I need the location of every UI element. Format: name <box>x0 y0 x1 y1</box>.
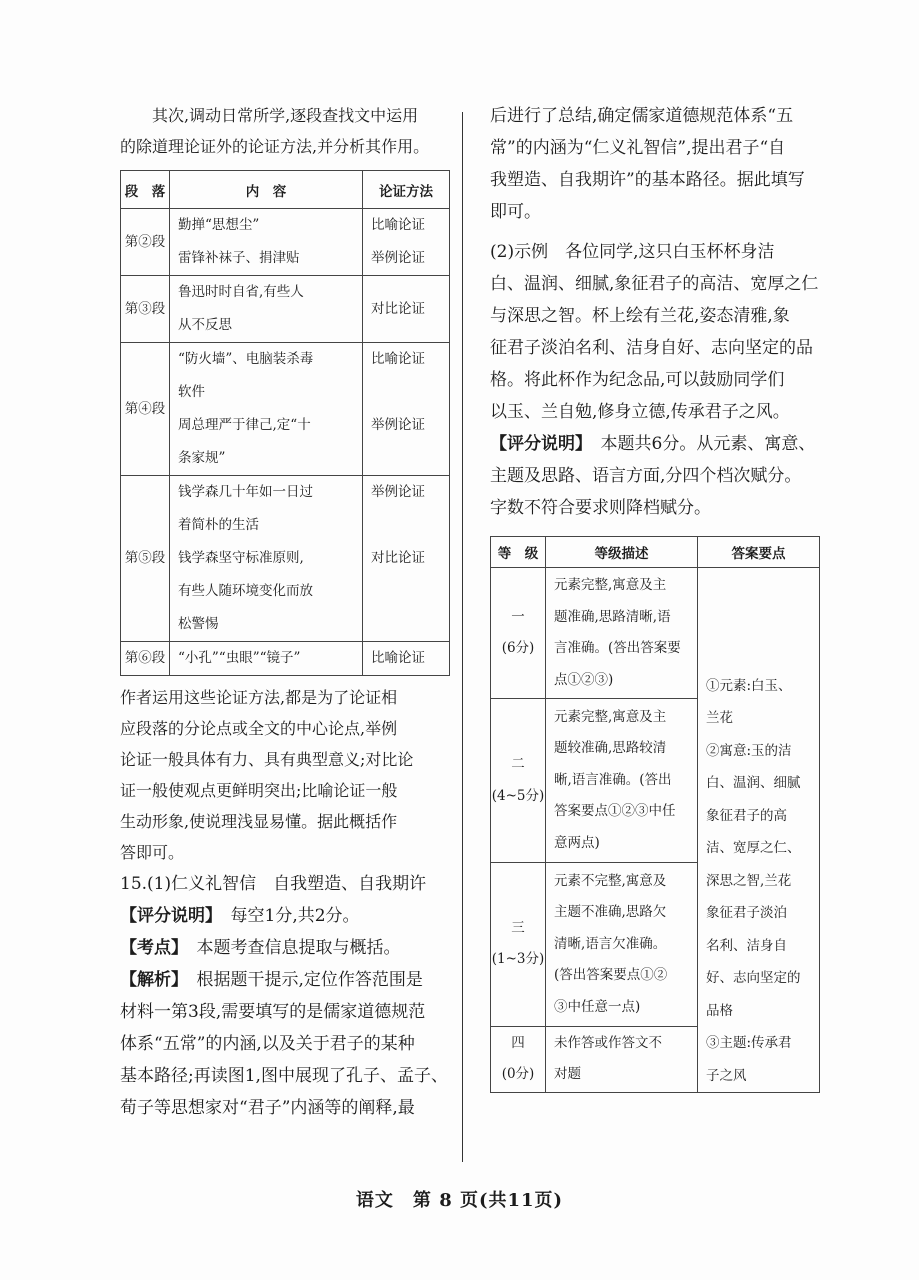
grading-table <box>490 536 820 1093</box>
exam-point: 【考点】 本题考查信息提取与概括。 <box>120 938 401 958</box>
continued-line: 即可。 <box>490 202 541 222</box>
header-content: 内 容 <box>170 171 363 209</box>
header-grade: 等 级 <box>491 537 546 568</box>
description-cell: 未作答或作答文不 对题 <box>546 1026 698 1092</box>
paragraph-cell: 第③段 <box>121 276 170 343</box>
scoring-note-line: 字数不符合要求则降档赋分。 <box>490 498 711 518</box>
continued-line: 常”的内涵为“仁义礼智信”,提出君子“自 <box>490 138 786 158</box>
key-points-cell: ①元素:白玉、 兰花 ②寓意:玉的洁 白、温润、细腻 象征君子的高 洁、宽厚之仁、 深思之智,兰花 象征君子淡泊 名利、洁身自 好、志向坚定的 品格 ③主题:传承君 子之风 <box>698 568 820 1093</box>
intro-line: 的除道理论证外的论证方法,并分析其作用。 <box>120 137 430 156</box>
method-cell: 比喻论证 举例论证 <box>363 343 450 476</box>
table-row <box>491 568 820 699</box>
page-footer: 语文 第 8 页(共11页) <box>355 1190 564 1211</box>
analysis-text-line: 荀子等思想家对“君子”内涵等的阐释,最 <box>120 1098 415 1118</box>
analysis-line: 应段落的分论点或全文的中心论点,举例 <box>120 719 398 738</box>
table-header-row <box>121 171 450 209</box>
analysis-text-line: 材料一第3段,需要填写的是儒家道德规范 <box>120 1002 426 1022</box>
method-cell: 举例论证 对比论证 <box>363 476 450 642</box>
example-line: 格。将此杯作为纪念品,可以鼓励同学们 <box>490 370 785 390</box>
scoring-note-2: 【评分说明】 本题共6分。从元素、寓意、 <box>490 434 816 454</box>
table-header-row <box>491 537 820 568</box>
scoring-note: 【评分说明】 每空1分,共2分。 <box>120 906 360 926</box>
analysis-paragraph <box>120 682 450 868</box>
example-line: 白、温润、细腻,象征君子的高洁、宽厚之仁 <box>490 274 819 294</box>
continued-analysis <box>490 100 822 228</box>
example-line: 以玉、兰自勉,修身立德,传承君子之风。 <box>490 402 790 422</box>
method-cell: 对比论证 <box>363 276 450 343</box>
right-column <box>490 100 822 1093</box>
header-paragraph: 段 落 <box>121 171 170 209</box>
argument-methods-table <box>120 170 450 676</box>
paragraph-cell: 第⑤段 <box>121 476 170 642</box>
paragraph-cell: 第④段 <box>121 343 170 476</box>
analysis-line: 证一般使观点更鲜明突出;比喻论证一般 <box>120 781 398 800</box>
description-cell: 元素完整,寓意及主 题较准确,思路较清 晰,语言准确。(答出 答案要点①②③中任 意两点) <box>546 699 698 863</box>
table-row <box>121 642 450 676</box>
content-cell: 勤掸“思想尘” 雷锋补袜子、捐津贴 <box>170 209 363 276</box>
paragraph-cell: 第⑥段 <box>121 642 170 676</box>
content-cell: 钱学森几十年如一日过 着简朴的生活 钱学森坚守标准原则, 有些人随环境变化而放 松警惕 <box>170 476 363 642</box>
left-column <box>120 100 450 1124</box>
example-line: 征君子淡泊名利、洁身自好、志向坚定的品 <box>490 338 813 358</box>
analysis-line: 答即可。 <box>120 843 185 862</box>
table-row <box>121 343 450 476</box>
grade-cell: 三 (1~3分) <box>491 863 546 1027</box>
content-cell: “防火墙”、电脑装杀毒 软件 周总理严于律己,定“十 条家规” <box>170 343 363 476</box>
header-key-points: 答案要点 <box>698 537 820 568</box>
grade-cell: 二 (4~5分) <box>491 699 546 863</box>
table-row <box>121 276 450 343</box>
header-method: 论证方法 <box>363 171 450 209</box>
intro-paragraph <box>120 100 450 162</box>
method-cell: 比喻论证 <box>363 642 450 676</box>
analysis-text-line: 体系“五常”的内涵,以及关于君子的某种 <box>120 1034 415 1054</box>
description-cell: 元素完整,寓意及主 题准确,思路清晰,语 言准确。(答出答案要 点①②③) <box>546 568 698 699</box>
method-cell: 比喻论证 举例论证 <box>363 209 450 276</box>
example-line: 与深思之智。杯上绘有兰花,姿态清雅,象 <box>490 306 790 326</box>
content-cell: 鲁迅时时自省,有些人 从不反思 <box>170 276 363 343</box>
table-row <box>121 209 450 276</box>
grade-cell: 四 (0分) <box>491 1026 546 1092</box>
intro-line: 其次,调动日常所学,逐段查找文中运用 <box>152 106 419 125</box>
scoring-note-line: 主题及思路、语言方面,分四个档次赋分。 <box>490 466 802 486</box>
description-cell: 元素不完整,寓意及 主题不准确,思路欠 清晰,语言欠准确。 (答出答案要点①② ③中任意一点) <box>546 863 698 1027</box>
paragraph-cell: 第②段 <box>121 209 170 276</box>
table-row <box>121 476 450 642</box>
analysis-heading-line: 【解析】 根据题干提示,定位作答范围是 <box>120 970 423 990</box>
continued-line: 后进行了总结,确定儒家道德规范体系“五 <box>490 106 794 126</box>
column-divider <box>462 112 463 1162</box>
continued-line: 我塑造、自我期许”的基本路径。据此填写 <box>490 170 805 190</box>
analysis-line: 生动形象,使说理浅显易懂。据此概括作 <box>120 812 398 831</box>
question-15-part2-example <box>490 236 822 428</box>
question-15-answer: 15.(1)仁义礼智信 自我塑造、自我期许 <box>120 874 427 894</box>
grade-cell: 一 (6分) <box>491 568 546 699</box>
header-description: 等级描述 <box>546 537 698 568</box>
content-cell: “小孔”“虫眼”“镜子” <box>170 642 363 676</box>
analysis-line: 作者运用这些论证方法,都是为了论证相 <box>120 688 398 707</box>
analysis-text-line: 基本路径;再读图1,图中展现了孔子、孟子、 <box>120 1066 448 1086</box>
analysis-line: 论证一般具体有力、具有典型意义;对比论 <box>120 750 414 769</box>
example-line: (2)示例 各位同学,这只白玉杯杯身洁 <box>490 242 775 262</box>
